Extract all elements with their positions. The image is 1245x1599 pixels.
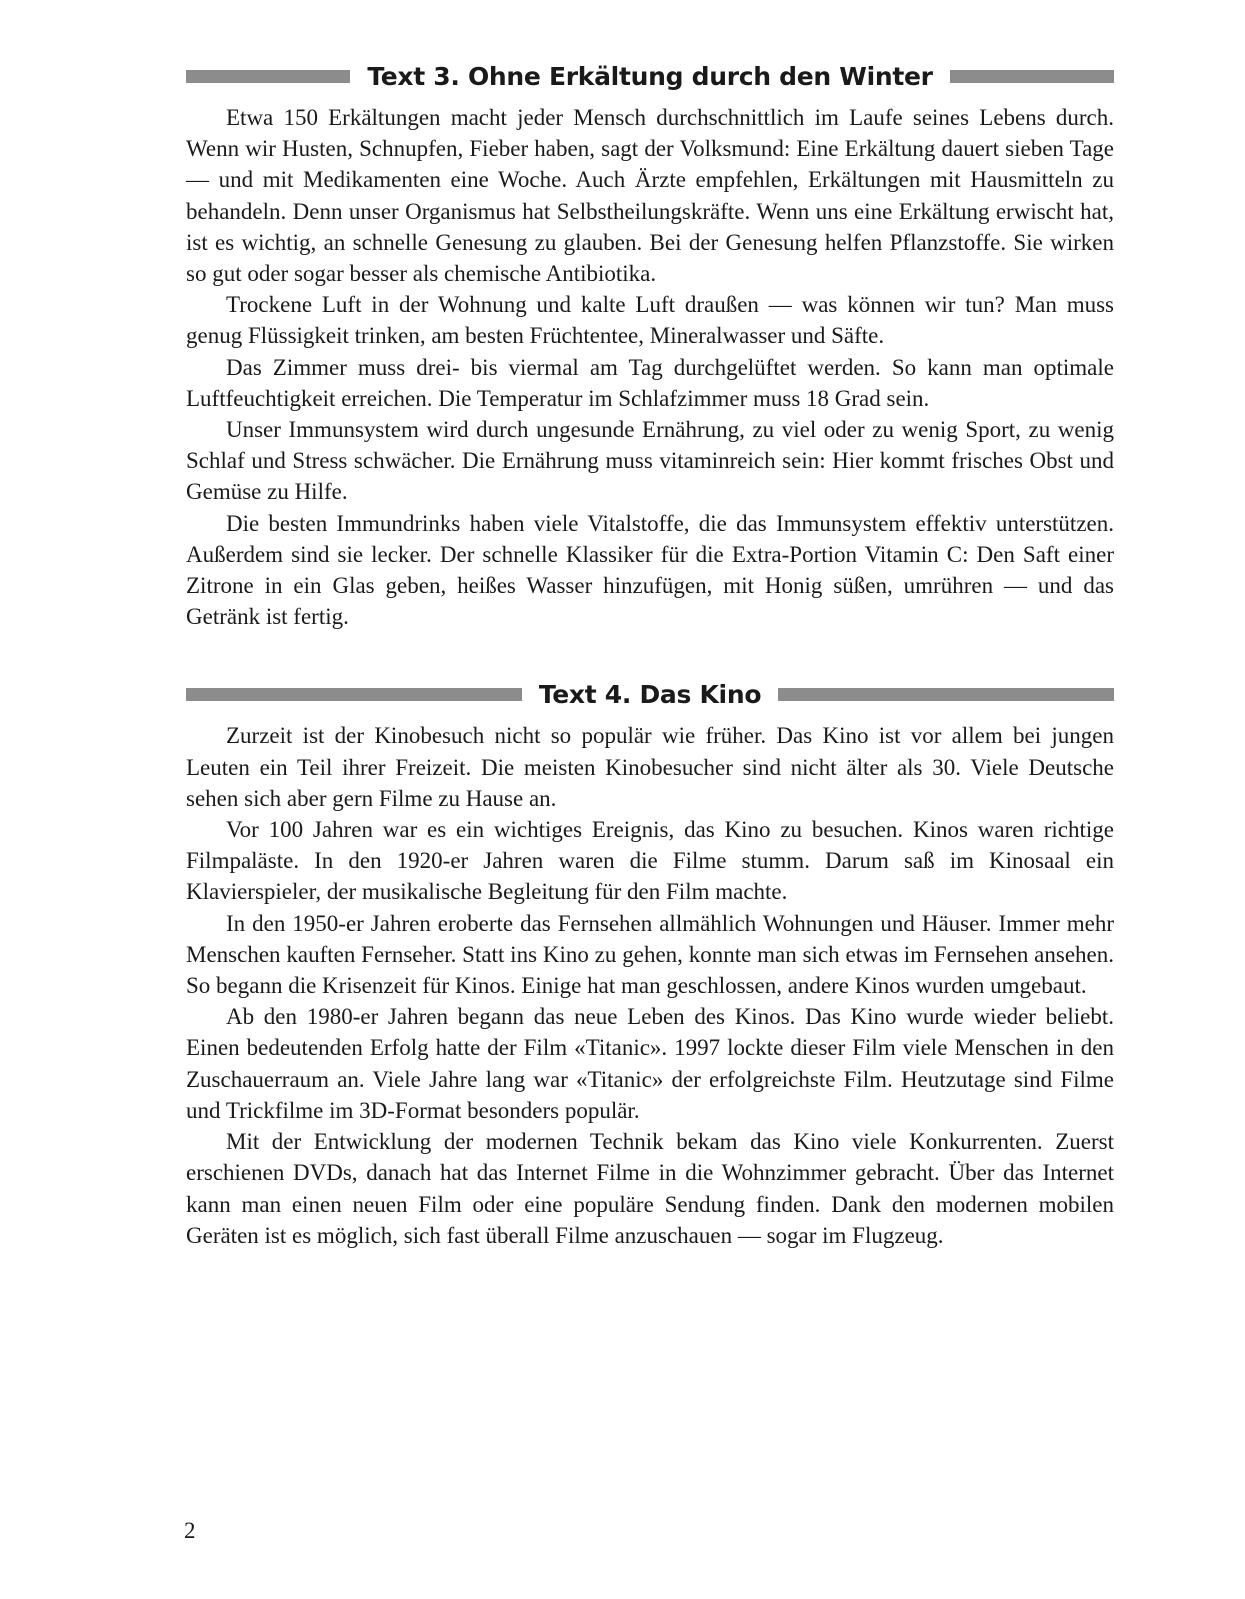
paragraph: Die besten Immundrinks haben viele Vitalstoffe, die das Immunsystem effektiv unterstützen. Außerdem sind sie lecker. Der schnelle Klassiker für die Extra-Portion Vitamin C: Den Saft einer Zitrone in ein Glas geben, heißes Wasser hinzufügen, mit Honig süßen, umrühren — und das Getränk ist fertig. — [186, 510, 1114, 630]
paragraph: Ab den 1980-er Jahren begann das neue Leben des Kinos. Das Kino wurde wieder beliebt. Einen bedeutenden Erfolg hatte der Film «Titanic». 1997 lockte dieser Film viele Menschen in den Zuschauerraum an. Viele Jahre lang war «Titanic» der erfolgreichste Film. Heutzutage sind Filme und Trickfilme im 3D-Format besonders populär. — [186, 1004, 1114, 1123]
heading-rule-right — [778, 688, 1114, 701]
section-title: Text 3. Ohne Erkältung durch den Winter — [367, 61, 933, 91]
paragraph: Etwa 150 Erkältungen macht jeder Mensch durchschnittlich im Laufe seines Lebens durch. Wenn wir Husten, Schnupfen, Fieber haben, sagt der Volksmund: Eine Erkältung dauert sieben Tage — und mit Medikamenten eine Woche. Auch Ärzte empfehlen, Erkältungen mit Hausmitteln zu behandeln. Denn unser Organismus hat Selbstheilungskräfte. Wenn uns eine Erkältung erwischt hat, ist es wichtig, an schnelle Genesung zu glauben. Bei der Genesung helfen Pflanzstoffe. Sie wirken so gut oder sogar besser als chemische Antibiotika. — [186, 105, 1114, 287]
paragraph: Trockene Luft in der Wohnung und kalte Luft draußen — was können wir tun? Man muss genug Flüssigkeit trinken, am besten Früchtentee, Mineralwasser und Säfte. — [186, 292, 1114, 349]
paragraph: Das Zimmer muss drei- bis viermal am Tag durchgelüftet werden. So kann man optimale Luftfeuchtigkeit erreichen. Die Temperatur im Schlafzimmer muss 18 Grad sein. — [186, 354, 1114, 411]
paragraph: In den 1950-er Jahren eroberte das Fernsehen allmählich Wohnungen und Häuser. Immer mehr Menschen kauften Fernseher. Statt ins Kino zu gehen, konnte man sich etwas im Fernsehen ansehen. So begann die Krisenzeit für Kinos. Einige hat man geschlossen, andere Kinos wurden umgebaut. — [186, 910, 1114, 999]
document-page — [186, 58, 1114, 1251]
paragraph: Mit der Entwicklung der modernen Technik bekam das Kino viele Konkurrenten. Zuerst erschienen DVDs, danach hat das Internet Filme in die Wohnzimmer gebracht. Über das Internet kann man einen neuen Film oder eine populäre Sendung finden. Dank den modernen mobilen Geräten ist es möglich, sich fast überall Filme anzuschauen — sogar im Flugzeug. — [186, 1129, 1114, 1248]
section-body — [186, 720, 1114, 1250]
heading-rule-left — [186, 688, 522, 701]
paragraph: Unser Immunsystem wird durch ungesunde Ernährung, zu viel oder zu wenig Sport, zu wenig Schlaf und Stress schwächer. Die Ernährung muss vitaminreich sein: Hier kommt frisches Obst und Gemüse zu Hilfe. — [186, 417, 1114, 505]
paragraph: Vor 100 Jahren war es ein wichtiges Ereignis, das Kino zu besuchen. Kinos waren richtige Filmpaläste. In den 1920-er Jahren waren die Filme stumm. Darum saß im Kinosaal ein Klavierspieler, der musikalische Begleitung für den Film machte. — [186, 817, 1114, 905]
section-heading — [186, 58, 1114, 94]
section-heading — [186, 676, 1114, 712]
section-spacer — [186, 632, 1114, 676]
heading-rule-left — [186, 70, 350, 83]
section-text-3 — [186, 58, 1114, 632]
paragraph: Zurzeit ist der Kinobesuch nicht so populär wie früher. Das Kino ist vor allem bei jungen Leuten ein Teil ihrer Freizeit. Die meisten Kinobesucher sind nicht älter als 30. Viele Deutsche sehen sich aber gern Filme zu Hause an. — [186, 723, 1114, 811]
heading-rule-right — [950, 70, 1114, 83]
section-text-4 — [186, 676, 1114, 1250]
section-title: Text 4. Das Kino — [538, 679, 762, 709]
section-body — [186, 102, 1114, 632]
page-number: 2 — [184, 1518, 196, 1543]
